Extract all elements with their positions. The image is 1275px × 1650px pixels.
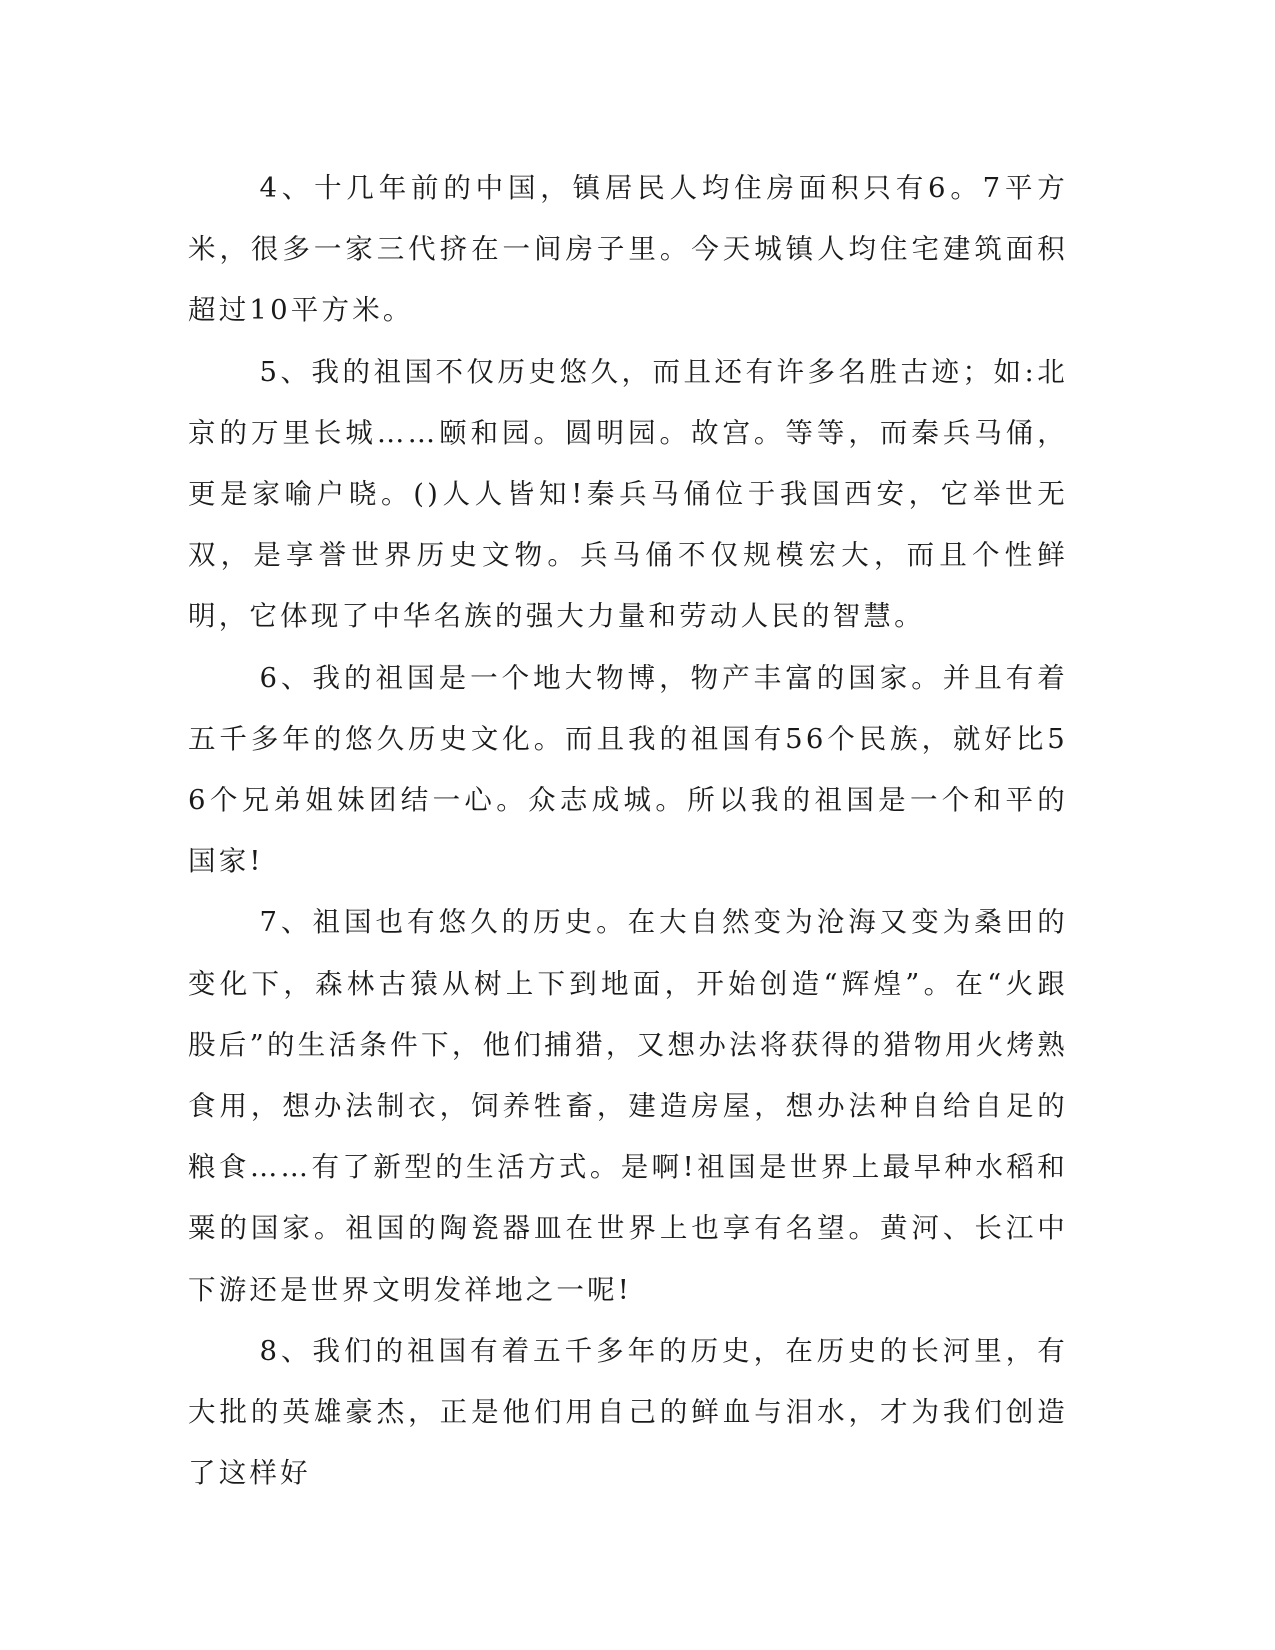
paragraph-6: 6、我的祖国是一个地大物博，物产丰富的国家。并且有着五千多年的悠久历史文化。而且我的祖国有56个民族，就好比56个兄弟姐妹团结一心。众志成城。所以我的祖国是一个和平的国家! <box>188 661 1068 878</box>
document-body <box>188 158 1068 1504</box>
paragraph-5: 5、我的祖国不仅历史悠久，而且还有许多名胜古迹；如:北京的万里长城……颐和园。圆明园。故宫。等等，而秦兵马俑，更是家喻户晓。()人人皆知!秦兵马俑位于我国西安，它举世无双，是享誉世界历史文物。兵马俑不仅规模宏大，而且个性鲜明，它体现了中华名族的强大力量和劳动人民的智慧。 <box>188 355 1068 633</box>
paragraph-4: 4、十几年前的中国，镇居民人均住房面积只有6。7平方米，很多一家三代挤在一间房子里。今天城镇人均住宅建筑面积超过10平方米。 <box>188 172 1068 327</box>
paragraph-8: 8、我们的祖国有着五千多年的历史，在历史的长河里，有大批的英雄豪杰，正是他们用自己的鲜血与泪水，才为我们创造了这样好 <box>188 1334 1068 1490</box>
paragraph-7: 7、祖国也有悠久的历史。在大自然变为沧海又变为桑田的变化下，森林古猿从树上下到地面，开始创造“辉煌”。在“火跟股后”的生活条件下，他们捕猎，又想办法将获得的猎物用火烤熟食用，想办法制衣，饲养牲畜，建造房屋，想办法种自给自足的粮食……有了新型的生活方式。是啊!祖国是世界上最早种水稻和粟的国家。祖国的陶瓷器皿在世界上也享有名望。黄河、长江中下游还是世界文明发祥地之一呢! <box>188 906 1068 1306</box>
